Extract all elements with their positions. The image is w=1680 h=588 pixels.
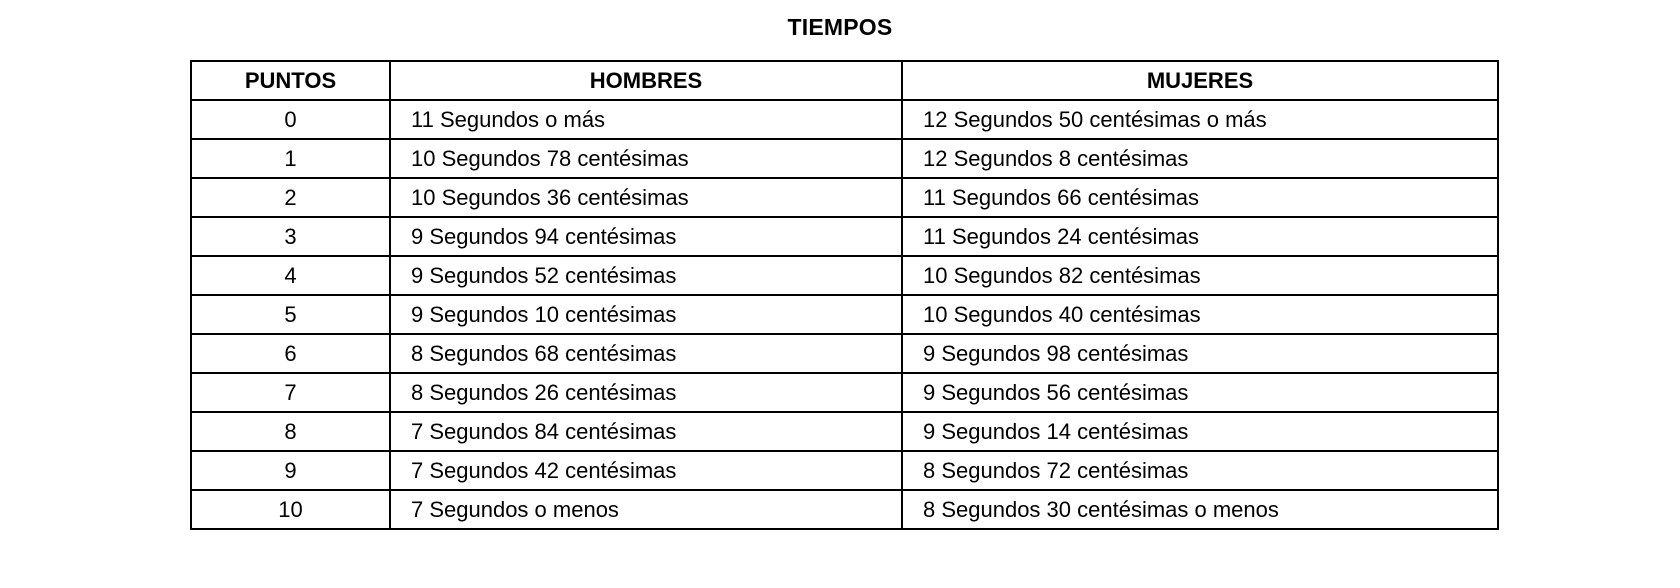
cell-puntos: 5 bbox=[191, 295, 390, 334]
cell-puntos: 3 bbox=[191, 217, 390, 256]
table-row bbox=[191, 256, 1498, 295]
cell-hombres: 10 Segundos 36 centésimas bbox=[390, 178, 902, 217]
header-puntos: PUNTOS bbox=[191, 61, 390, 100]
cell-hombres: 7 Segundos o menos bbox=[390, 490, 902, 529]
table-header-row bbox=[191, 61, 1498, 100]
cell-puntos: 6 bbox=[191, 334, 390, 373]
cell-mujeres: 9 Segundos 98 centésimas bbox=[902, 334, 1498, 373]
cell-mujeres: 11 Segundos 66 centésimas bbox=[902, 178, 1498, 217]
table-row bbox=[191, 490, 1498, 529]
cell-mujeres: 9 Segundos 14 centésimas bbox=[902, 412, 1498, 451]
cell-mujeres: 9 Segundos 56 centésimas bbox=[902, 373, 1498, 412]
cell-puntos: 10 bbox=[191, 490, 390, 529]
cell-mujeres: 10 Segundos 40 centésimas bbox=[902, 295, 1498, 334]
table-row bbox=[191, 178, 1498, 217]
cell-hombres: 8 Segundos 68 centésimas bbox=[390, 334, 902, 373]
table-row bbox=[191, 451, 1498, 490]
table-row bbox=[191, 217, 1498, 256]
cell-mujeres: 8 Segundos 72 centésimas bbox=[902, 451, 1498, 490]
cell-mujeres: 11 Segundos 24 centésimas bbox=[902, 217, 1498, 256]
cell-mujeres: 12 Segundos 50 centésimas o más bbox=[902, 100, 1498, 139]
header-mujeres: MUJERES bbox=[902, 61, 1498, 100]
table-row bbox=[191, 412, 1498, 451]
table-row bbox=[191, 295, 1498, 334]
table-row bbox=[191, 373, 1498, 412]
page-title: TIEMPOS bbox=[787, 14, 893, 40]
cell-hombres: 7 Segundos 42 centésimas bbox=[390, 451, 902, 490]
cell-puntos: 8 bbox=[191, 412, 390, 451]
cell-puntos: 7 bbox=[191, 373, 390, 412]
times-table bbox=[190, 60, 1499, 530]
cell-puntos: 4 bbox=[191, 256, 390, 295]
cell-hombres: 11 Segundos o más bbox=[390, 100, 902, 139]
cell-hombres: 7 Segundos 84 centésimas bbox=[390, 412, 902, 451]
cell-mujeres: 8 Segundos 30 centésimas o menos bbox=[902, 490, 1498, 529]
cell-hombres: 9 Segundos 52 centésimas bbox=[390, 256, 902, 295]
cell-puntos: 1 bbox=[191, 139, 390, 178]
header-hombres: HOMBRES bbox=[390, 61, 902, 100]
table-row bbox=[191, 100, 1498, 139]
table-row bbox=[191, 334, 1498, 373]
cell-mujeres: 12 Segundos 8 centésimas bbox=[902, 139, 1498, 178]
cell-hombres: 8 Segundos 26 centésimas bbox=[390, 373, 902, 412]
cell-hombres: 9 Segundos 10 centésimas bbox=[390, 295, 902, 334]
cell-hombres: 10 Segundos 78 centésimas bbox=[390, 139, 902, 178]
cell-hombres: 9 Segundos 94 centésimas bbox=[390, 217, 902, 256]
cell-puntos: 0 bbox=[191, 100, 390, 139]
table-row bbox=[191, 139, 1498, 178]
cell-puntos: 9 bbox=[191, 451, 390, 490]
cell-mujeres: 10 Segundos 82 centésimas bbox=[902, 256, 1498, 295]
cell-puntos: 2 bbox=[191, 178, 390, 217]
